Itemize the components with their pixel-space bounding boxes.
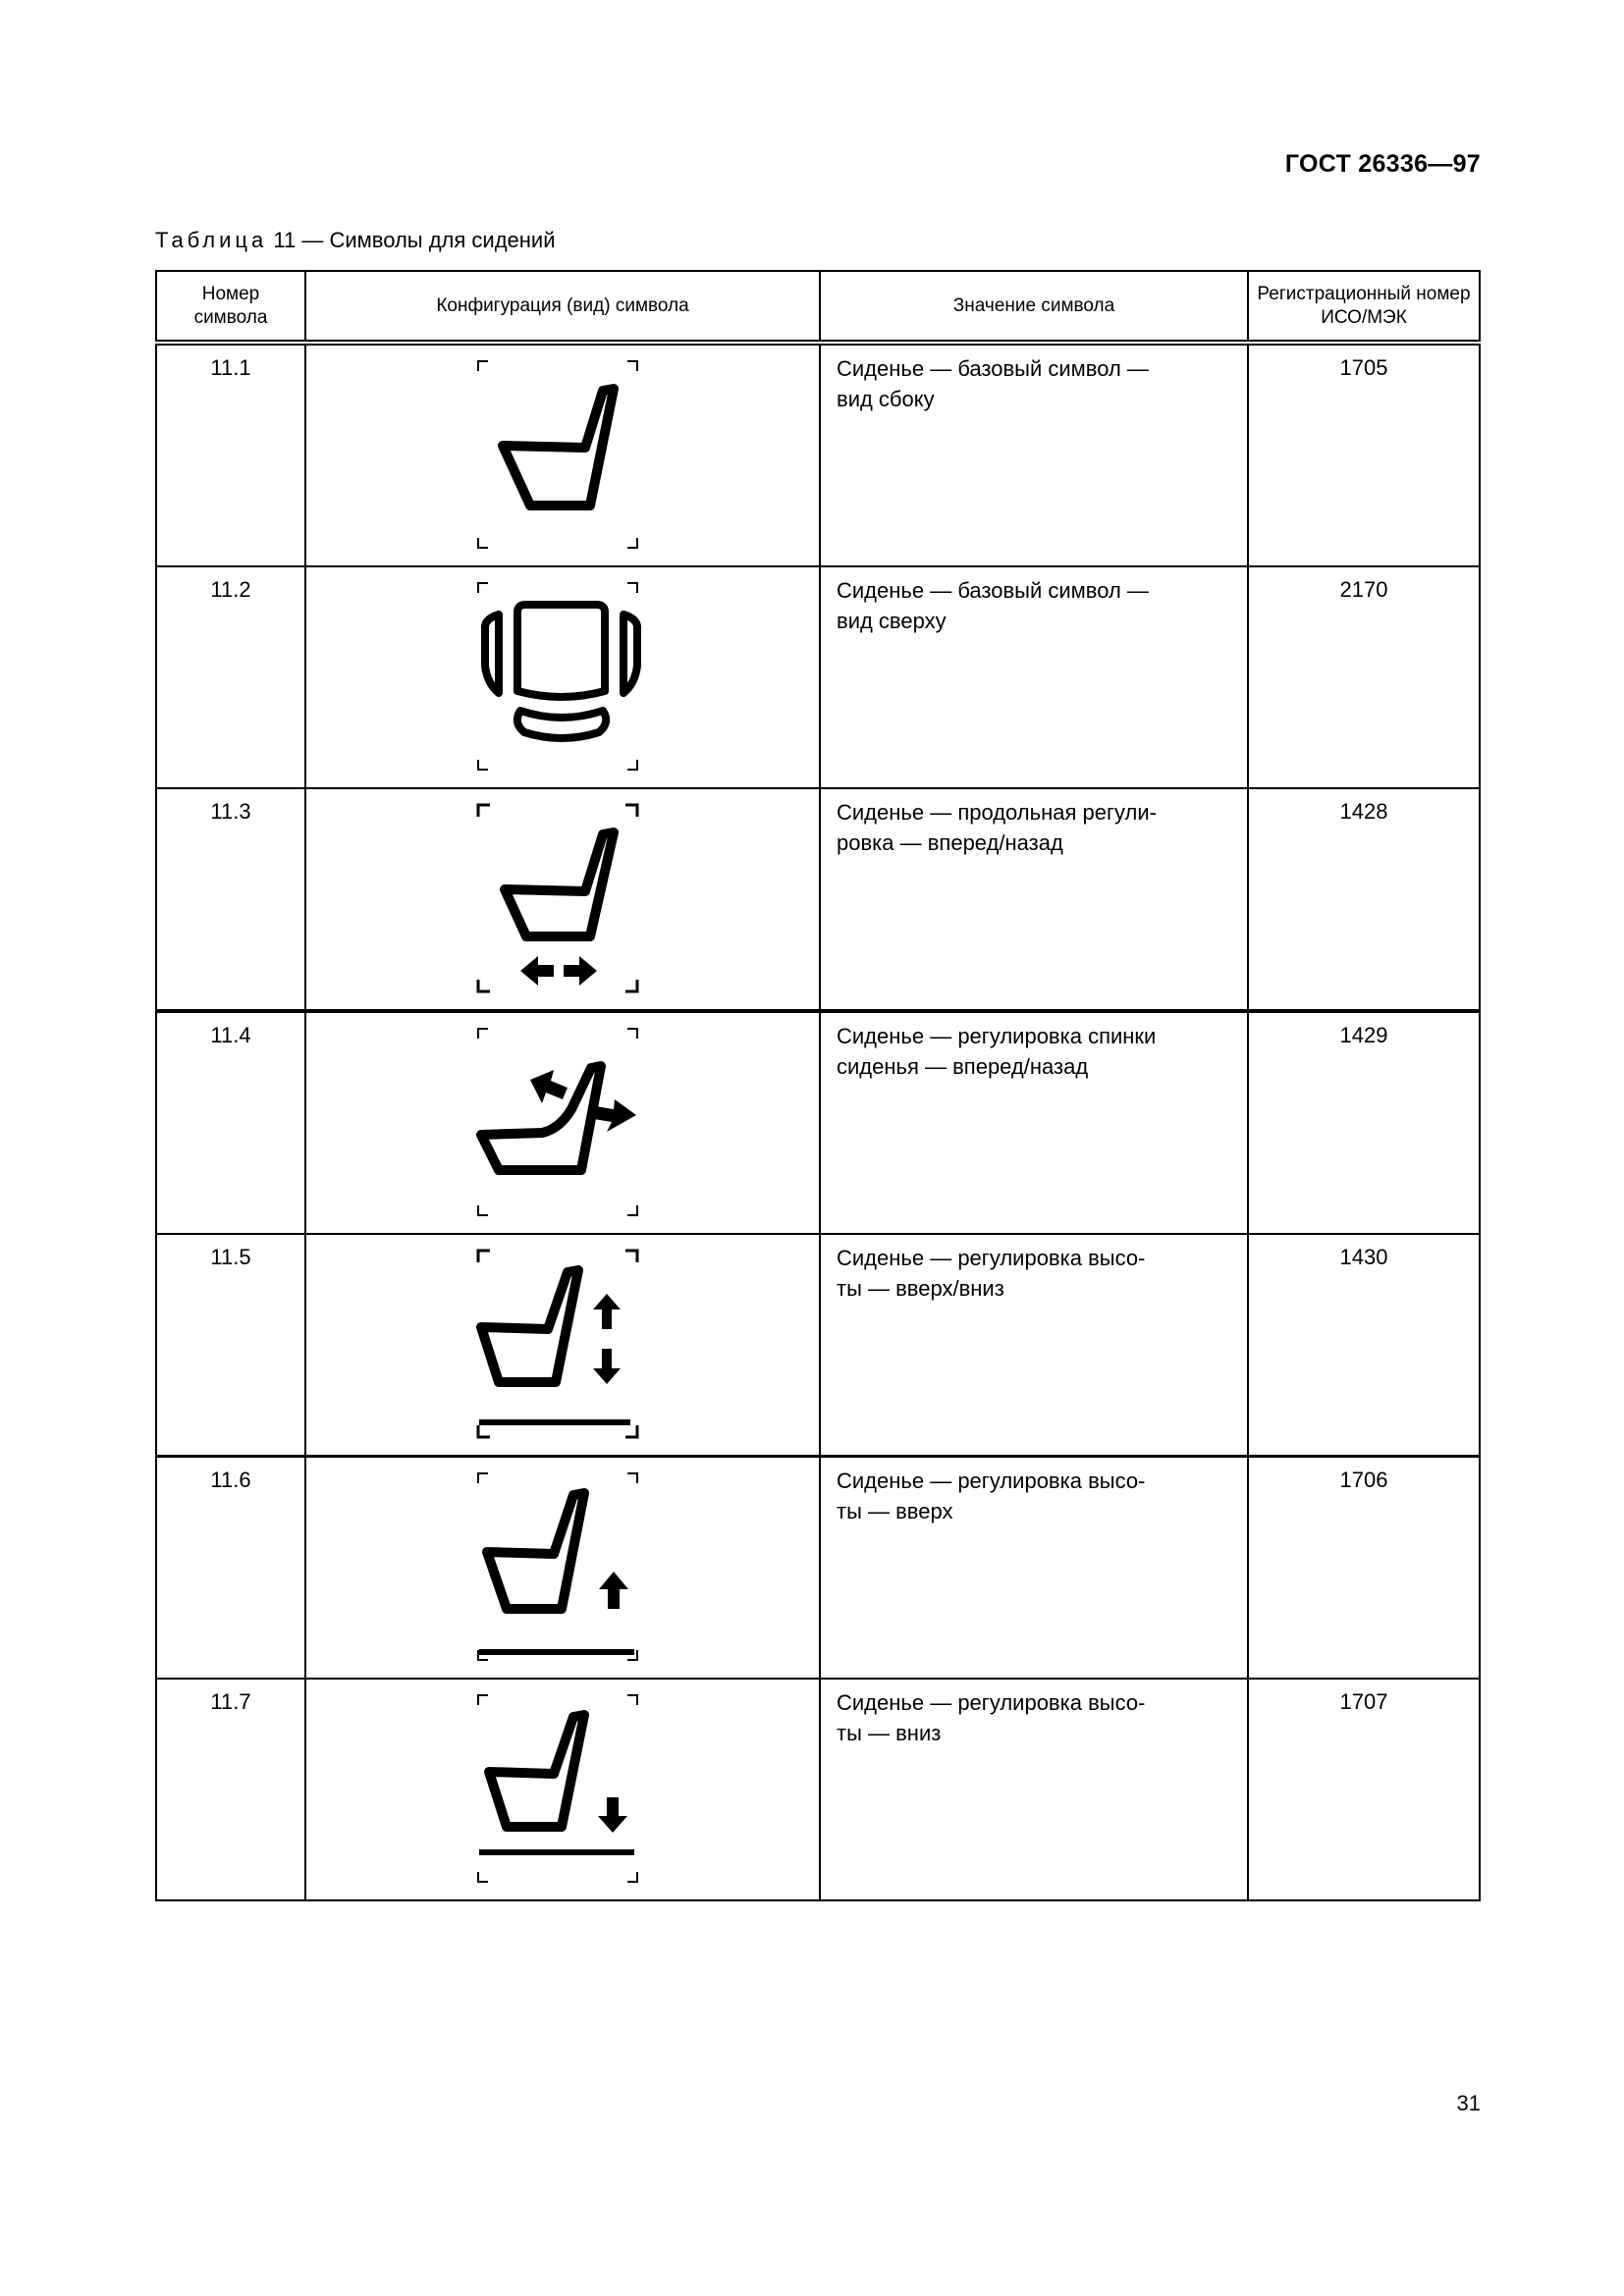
symbol-number: 11.1 xyxy=(210,355,251,380)
seat-backrest-tilt-icon xyxy=(306,1013,819,1233)
table-row xyxy=(155,787,1481,1011)
seat-height-down-icon xyxy=(306,1680,819,1899)
seat-side-view-icon xyxy=(306,346,819,565)
table-header-row xyxy=(155,270,1481,342)
meaning-line: Сиденье — продольная регули- xyxy=(837,800,1157,825)
symbol-configuration-cell xyxy=(304,1013,819,1233)
registration-number: 1428 xyxy=(1247,789,1479,1009)
meaning-line: вид сбоку xyxy=(837,387,935,411)
seat-fore-aft-adjust-icon xyxy=(306,789,819,1009)
meaning-line: ты — вниз xyxy=(837,1721,942,1745)
registration-number: 1430 xyxy=(1247,1235,1479,1455)
page-number: 31 xyxy=(1456,2091,1481,2115)
meaning-line: Сиденье — регулировка высо- xyxy=(837,1690,1146,1715)
meaning-line: сиденья — вперед/назад xyxy=(837,1054,1089,1079)
table-row xyxy=(155,1456,1481,1680)
table-row xyxy=(155,1233,1481,1457)
symbol-meaning xyxy=(819,1680,1247,1899)
meaning-line: ты — вверх xyxy=(837,1499,953,1523)
symbol-configuration-cell xyxy=(304,567,819,787)
meaning-line: Сиденье — регулировка спинки xyxy=(837,1024,1157,1048)
table-row xyxy=(155,344,1481,567)
table-row xyxy=(155,1678,1481,1901)
seat-height-up-down-icon xyxy=(306,1235,819,1455)
column-header-configuration: Конфигурация (вид) символа xyxy=(304,272,819,340)
table-caption xyxy=(155,228,556,253)
symbols-table xyxy=(155,270,1481,1901)
column-header-number: Номер символа xyxy=(193,283,268,328)
column-header-meaning: Значение символа xyxy=(819,272,1247,340)
symbol-number: 11.2 xyxy=(210,577,251,602)
symbol-configuration-cell xyxy=(304,346,819,565)
meaning-line: ровка — вперед/назад xyxy=(837,830,1063,855)
caption-prefix: Таблица xyxy=(155,228,268,252)
symbol-meaning xyxy=(819,1013,1247,1233)
symbol-meaning xyxy=(819,346,1247,565)
symbol-configuration-cell xyxy=(304,789,819,1009)
registration-number: 2170 xyxy=(1247,567,1479,787)
seat-height-up-icon xyxy=(306,1458,819,1678)
symbol-number: 11.3 xyxy=(210,799,251,824)
registration-number: 1706 xyxy=(1247,1458,1479,1678)
seat-top-view-icon xyxy=(306,567,819,787)
symbol-meaning xyxy=(819,1458,1247,1678)
symbol-number: 11.6 xyxy=(210,1468,251,1492)
symbol-number: 11.5 xyxy=(210,1245,251,1269)
table-row xyxy=(155,1011,1481,1235)
symbol-meaning xyxy=(819,567,1247,787)
symbol-configuration-cell xyxy=(304,1235,819,1455)
symbol-configuration-cell xyxy=(304,1458,819,1678)
symbol-meaning xyxy=(819,789,1247,1009)
registration-number: 1705 xyxy=(1247,346,1479,565)
meaning-line: Сиденье — базовый символ — xyxy=(837,356,1149,381)
table-row xyxy=(155,565,1481,789)
meaning-line: ты — вверх/вниз xyxy=(837,1276,1004,1301)
column-header-registration: Регистрационный номер ИСО/МЭК xyxy=(1247,272,1479,340)
caption-text: 11 — Символы для сидений xyxy=(273,228,556,252)
registration-number: 1429 xyxy=(1247,1013,1479,1233)
symbol-configuration-cell xyxy=(304,1680,819,1899)
symbol-number: 11.7 xyxy=(210,1689,251,1714)
meaning-line: вид сверху xyxy=(837,609,947,633)
symbol-number: 11.4 xyxy=(210,1023,251,1047)
registration-number: 1707 xyxy=(1247,1680,1479,1899)
meaning-line: Сиденье — базовый символ — xyxy=(837,578,1149,603)
meaning-line: Сиденье — регулировка высо- xyxy=(837,1468,1146,1493)
symbol-meaning xyxy=(819,1235,1247,1455)
document-code: ГОСТ 26336—97 xyxy=(1284,150,1481,178)
meaning-line: Сиденье — регулировка высо- xyxy=(837,1246,1146,1270)
